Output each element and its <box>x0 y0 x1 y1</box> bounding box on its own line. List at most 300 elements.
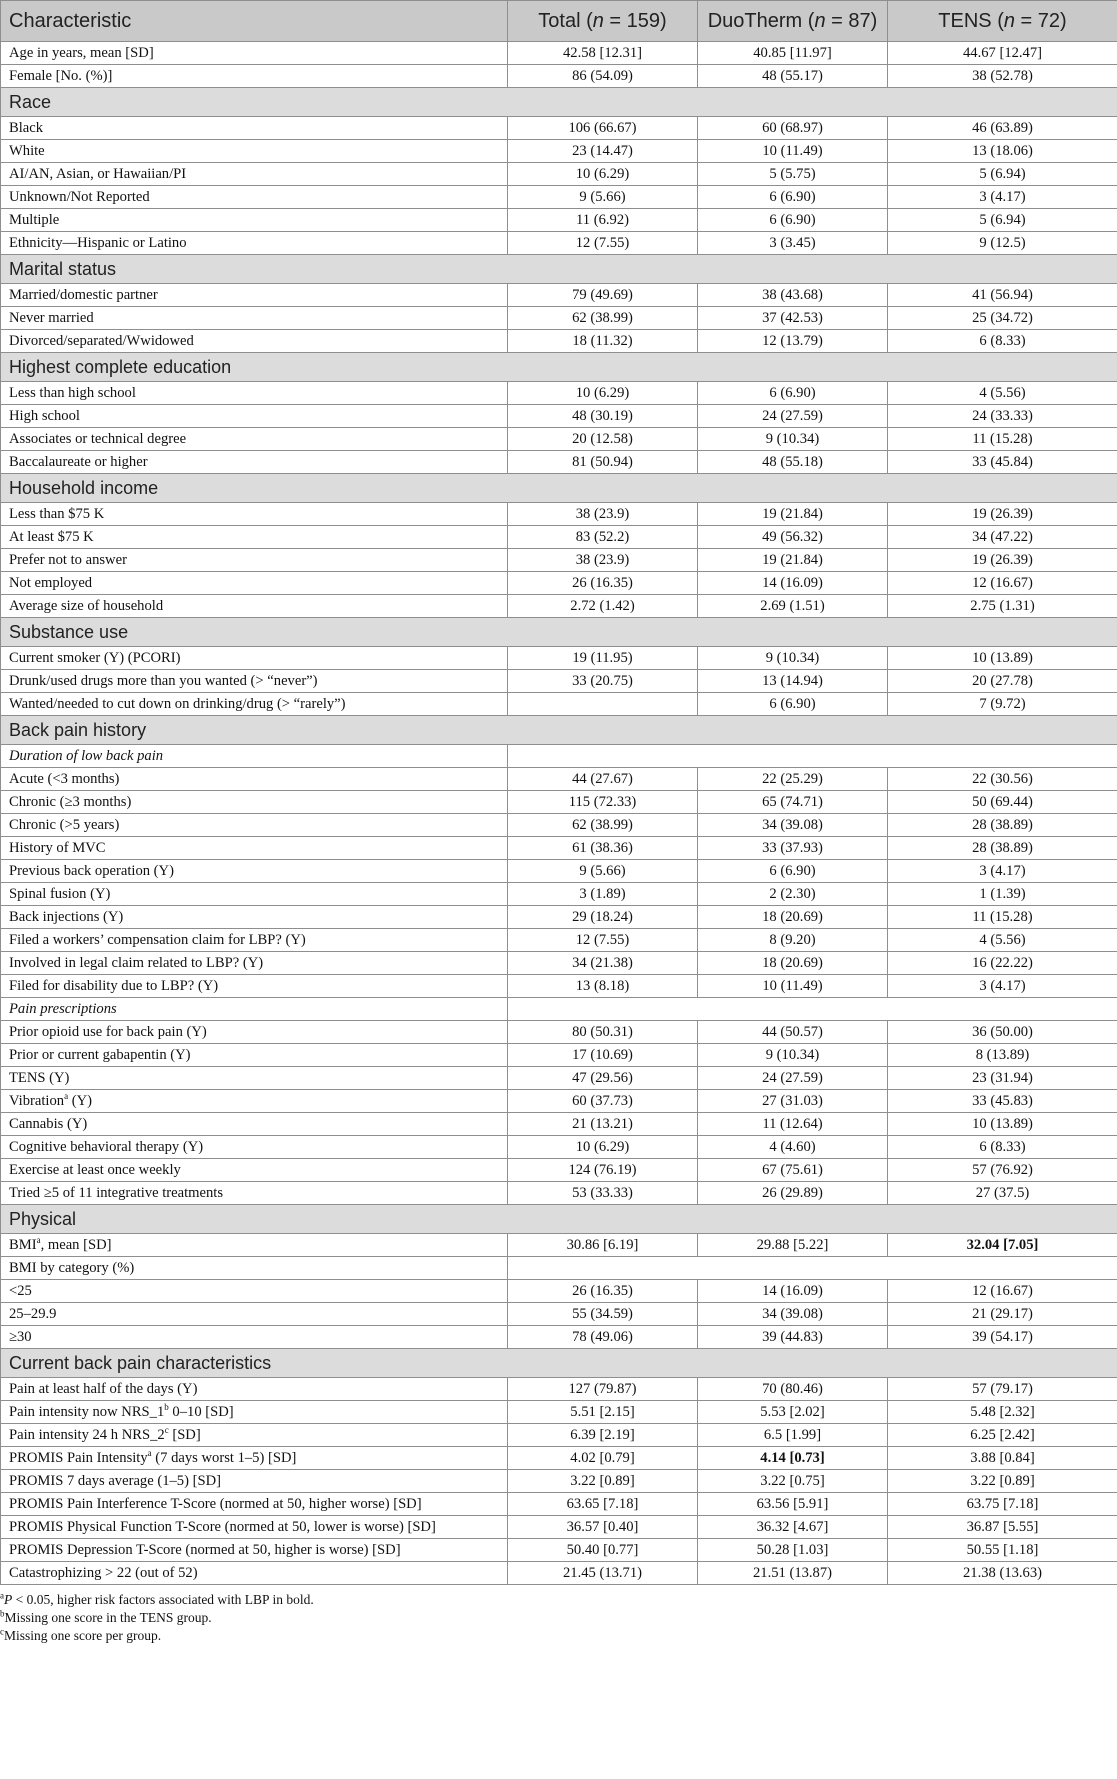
total-value: 30.86 [6.19] <box>508 1234 698 1257</box>
tens-value: 5 (6.94) <box>888 163 1117 186</box>
row-label <box>1 1234 508 1257</box>
row-label <box>1 232 508 255</box>
row-label-text: Acute (<3 months) <box>9 770 120 787</box>
tens-value: 46 (63.89) <box>888 117 1117 140</box>
total-value: 3 (1.89) <box>508 883 698 906</box>
row-label-text: Ethnicity—Hispanic or Latino <box>9 234 187 251</box>
tens-value: 5 (6.94) <box>888 209 1117 232</box>
row-label <box>1 883 508 906</box>
row-label-suffix: [SD] <box>168 1426 201 1443</box>
footnote-text: Missing one score per group. <box>4 1628 162 1643</box>
total-value: 42.58 [12.31] <box>508 42 698 65</box>
duotherm-value: 34 (39.08) <box>698 1303 888 1326</box>
header-duotherm: DuoTherm (n = 87) <box>698 1 888 42</box>
table-row <box>1 1113 1117 1136</box>
total-value: 10 (6.29) <box>508 1136 698 1159</box>
table-row <box>1 837 1117 860</box>
section-title: Substance use <box>1 618 1117 647</box>
tens-value: 57 (79.17) <box>888 1378 1117 1401</box>
empty-cell <box>508 745 1117 768</box>
tens-value: 1 (1.39) <box>888 883 1117 906</box>
row-label <box>1 1113 508 1136</box>
duotherm-value: 5 (5.75) <box>698 163 888 186</box>
tens-value: 2.75 (1.31) <box>888 595 1117 618</box>
duotherm-value: 8 (9.20) <box>698 929 888 952</box>
duotherm-value: 2.69 (1.51) <box>698 595 888 618</box>
total-value: 21 (13.21) <box>508 1113 698 1136</box>
row-label-text: PROMIS Physical Function T-Score (normed at 50, lower is worse) [SD] <box>9 1518 436 1535</box>
tens-value: 8 (13.89) <box>888 1044 1117 1067</box>
total-value <box>508 693 698 716</box>
row-label <box>1 549 508 572</box>
row-label-text: Chronic (>5 years) <box>9 816 120 833</box>
table-row <box>1 883 1117 906</box>
total-value: 18 (11.32) <box>508 330 698 353</box>
duotherm-value: 29.88 [5.22] <box>698 1234 888 1257</box>
table-row <box>1 209 1117 232</box>
duotherm-value: 67 (75.61) <box>698 1159 888 1182</box>
footnote-marker: b <box>164 1401 169 1412</box>
total-value: 50.40 [0.77] <box>508 1539 698 1562</box>
tens-value: 3 (4.17) <box>888 975 1117 998</box>
table-row <box>1 975 1117 998</box>
subsection-row <box>1 745 1117 768</box>
duotherm-value: 2 (2.30) <box>698 883 888 906</box>
section-header-row <box>1 474 1117 503</box>
row-label <box>1 952 508 975</box>
total-value: 63.65 [7.18] <box>508 1493 698 1516</box>
row-label <box>1 768 508 791</box>
row-label <box>1 1493 508 1516</box>
total-value: 17 (10.69) <box>508 1044 698 1067</box>
section-title: Marital status <box>1 255 1117 284</box>
table-row <box>1 791 1117 814</box>
row-label-text: Exercise at least once weekly <box>9 1161 181 1178</box>
row-label-text: Not employed <box>9 574 93 591</box>
duotherm-value: 6 (6.90) <box>698 382 888 405</box>
total-value: 48 (30.19) <box>508 405 698 428</box>
tens-value: 11 (15.28) <box>888 428 1117 451</box>
row-label-text: Prior opioid use for back pain (Y) <box>9 1023 207 1040</box>
tens-value: 6.25 [2.42] <box>888 1424 1117 1447</box>
total-value: 10 (6.29) <box>508 382 698 405</box>
table-row <box>1 670 1117 693</box>
table-row <box>1 1021 1117 1044</box>
tens-value: 27 (37.5) <box>888 1182 1117 1205</box>
row-label-text: TENS (Y) <box>9 1069 70 1086</box>
duotherm-value: 12 (13.79) <box>698 330 888 353</box>
row-label-text: Spinal fusion (Y) <box>9 885 111 902</box>
row-label-text: Vibration <box>9 1092 65 1109</box>
table-row <box>1 1539 1117 1562</box>
row-label-text: Involved in legal claim related to LBP? (Y) <box>9 954 264 971</box>
table-body <box>1 42 1117 1585</box>
footnote <box>0 1627 1117 1645</box>
row-label <box>1 65 508 88</box>
tens-value: 28 (38.89) <box>888 814 1117 837</box>
row-label-text: Female [No. (%)] <box>9 67 113 84</box>
tens-value: 3.88 [0.84] <box>888 1447 1117 1470</box>
row-label-text: Filed a workers’ compensation claim for LBP? (Y) <box>9 931 306 948</box>
tens-value: 7 (9.72) <box>888 693 1117 716</box>
row-label-text: Pain intensity 24 h NRS_2 <box>9 1426 165 1443</box>
total-value: 61 (38.36) <box>508 837 698 860</box>
row-label-suffix: , mean [SD] <box>40 1236 112 1253</box>
section-header-row <box>1 1349 1117 1378</box>
table-row <box>1 65 1117 88</box>
row-label-text: BMI by category (%) <box>9 1259 135 1276</box>
tens-value: 33 (45.84) <box>888 451 1117 474</box>
row-label <box>1 1136 508 1159</box>
table-row <box>1 526 1117 549</box>
row-label <box>1 975 508 998</box>
row-label <box>1 307 508 330</box>
row-label-text: Filed for disability due to LBP? (Y) <box>9 977 219 994</box>
duotherm-value: 65 (74.71) <box>698 791 888 814</box>
table-row <box>1 1090 1117 1113</box>
row-label <box>1 1090 508 1113</box>
row-label-text: Pain intensity now NRS_1 <box>9 1403 165 1420</box>
row-label-text: Unknown/Not Reported <box>9 188 150 205</box>
table-row <box>1 572 1117 595</box>
total-value: 23 (14.47) <box>508 140 698 163</box>
duotherm-value: 48 (55.17) <box>698 65 888 88</box>
tens-value: 20 (27.78) <box>888 670 1117 693</box>
tens-value: 23 (31.94) <box>888 1067 1117 1090</box>
tens-value: 63.75 [7.18] <box>888 1493 1117 1516</box>
row-label <box>1 929 508 952</box>
section-title: Physical <box>1 1205 1117 1234</box>
row-label <box>1 1159 508 1182</box>
section-title: Household income <box>1 474 1117 503</box>
footnote-marker: a <box>36 1234 41 1245</box>
section-header-row <box>1 255 1117 284</box>
duotherm-value: 50.28 [1.03] <box>698 1539 888 1562</box>
tens-value: 4 (5.56) <box>888 929 1117 952</box>
row-label <box>1 1044 508 1067</box>
total-value: 127 (79.87) <box>508 1378 698 1401</box>
duotherm-value: 34 (39.08) <box>698 814 888 837</box>
row-label-suffix: (7 days worst 1–5) [SD] <box>151 1449 297 1466</box>
duotherm-value: 21.51 (13.87) <box>698 1562 888 1585</box>
footnote-marker: c <box>0 1626 4 1637</box>
duotherm-value: 6 (6.90) <box>698 209 888 232</box>
tens-value: 22 (30.56) <box>888 768 1117 791</box>
section-header-row <box>1 618 1117 647</box>
row-label <box>1 1280 508 1303</box>
total-value: 20 (12.58) <box>508 428 698 451</box>
row-label-text: At least $75 K <box>9 528 94 545</box>
duotherm-value: 3.22 [0.75] <box>698 1470 888 1493</box>
footnote-marker: b <box>0 1608 5 1619</box>
row-label <box>1 163 508 186</box>
row-label-text: PROMIS Depression T-Score (normed at 50, higher is worse) [SD] <box>9 1541 401 1558</box>
table-row <box>1 1378 1117 1401</box>
duotherm-value: 24 (27.59) <box>698 1067 888 1090</box>
tens-value: 38 (52.78) <box>888 65 1117 88</box>
tens-value: 41 (56.94) <box>888 284 1117 307</box>
total-value: 11 (6.92) <box>508 209 698 232</box>
total-value: 19 (11.95) <box>508 647 698 670</box>
total-value: 60 (37.73) <box>508 1090 698 1113</box>
total-value: 36.57 [0.40] <box>508 1516 698 1539</box>
row-label <box>1 1378 508 1401</box>
row-label-text: Catastrophizing > 22 (out of 52) <box>9 1564 198 1581</box>
duotherm-value: 37 (42.53) <box>698 307 888 330</box>
tens-value: 16 (22.22) <box>888 952 1117 975</box>
section-header-row <box>1 353 1117 382</box>
row-label-text: Tried ≥5 of 11 integrative treatments <box>9 1184 224 1201</box>
table-row <box>1 1401 1117 1424</box>
row-label-text: Never married <box>9 309 94 326</box>
total-value: 106 (66.67) <box>508 117 698 140</box>
tens-value: 34 (47.22) <box>888 526 1117 549</box>
row-label <box>1 906 508 929</box>
duotherm-value: 14 (16.09) <box>698 1280 888 1303</box>
total-value: 81 (50.94) <box>508 451 698 474</box>
section-title: Current back pain characteristics <box>1 1349 1117 1378</box>
section-title: Race <box>1 88 1117 117</box>
table-row <box>1 1159 1117 1182</box>
row-label <box>1 1257 508 1280</box>
row-label-text: <25 <box>9 1282 32 1299</box>
row-label-text: High school <box>9 407 80 424</box>
row-label <box>1 1539 508 1562</box>
duotherm-value: 44 (50.57) <box>698 1021 888 1044</box>
total-value: 10 (6.29) <box>508 163 698 186</box>
section-title: Back pain history <box>1 716 1117 745</box>
table-row <box>1 768 1117 791</box>
total-value: 12 (7.55) <box>508 929 698 952</box>
tens-value: 28 (38.89) <box>888 837 1117 860</box>
footnote-text: < 0.05, higher risk factors associated with LBP in bold. <box>12 1592 314 1607</box>
table-row <box>1 693 1117 716</box>
row-label-text: Wanted/needed to cut down on drinking/drug (> “rarely”) <box>9 695 346 712</box>
table-row <box>1 1447 1117 1470</box>
duotherm-value: 4 (4.60) <box>698 1136 888 1159</box>
tens-value: 50 (69.44) <box>888 791 1117 814</box>
duotherm-value: 26 (29.89) <box>698 1182 888 1205</box>
subsection-row <box>1 998 1117 1021</box>
row-label-text: Current smoker (Y) (PCORI) <box>9 649 181 666</box>
table-row <box>1 1326 1117 1349</box>
duotherm-value: 22 (25.29) <box>698 768 888 791</box>
tens-value: 36 (50.00) <box>888 1021 1117 1044</box>
table-row <box>1 929 1117 952</box>
section-header-row <box>1 716 1117 745</box>
duotherm-value: 49 (56.32) <box>698 526 888 549</box>
total-value: 5.51 [2.15] <box>508 1401 698 1424</box>
header-total: Total (n = 159) <box>508 1 698 42</box>
subsection-title: Pain prescriptions <box>1 998 508 1021</box>
duotherm-value: 10 (11.49) <box>698 975 888 998</box>
footnote <box>0 1609 1117 1627</box>
row-label-text: PROMIS Pain Intensity <box>9 1449 148 1466</box>
total-value: 38 (23.9) <box>508 549 698 572</box>
total-value: 80 (50.31) <box>508 1021 698 1044</box>
row-label <box>1 814 508 837</box>
total-value: 79 (49.69) <box>508 284 698 307</box>
duotherm-value: 19 (21.84) <box>698 549 888 572</box>
tens-value: 36.87 [5.55] <box>888 1516 1117 1539</box>
row-label-text: White <box>9 142 45 159</box>
tens-value: 10 (13.89) <box>888 1113 1117 1136</box>
row-label <box>1 572 508 595</box>
tens-value: 19 (26.39) <box>888 503 1117 526</box>
total-value: 124 (76.19) <box>508 1159 698 1182</box>
duotherm-value: 70 (80.46) <box>698 1378 888 1401</box>
row-label-text: Average size of household <box>9 597 164 614</box>
row-label <box>1 1401 508 1424</box>
table-row <box>1 382 1117 405</box>
total-value: 53 (33.33) <box>508 1182 698 1205</box>
tens-value: 6 (8.33) <box>888 1136 1117 1159</box>
tens-value: 10 (13.89) <box>888 647 1117 670</box>
table-row <box>1 284 1117 307</box>
total-value: 29 (18.24) <box>508 906 698 929</box>
row-label-text: Divorced/separated/Wwidowed <box>9 332 194 349</box>
tens-value: 24 (33.33) <box>888 405 1117 428</box>
duotherm-value: 3 (3.45) <box>698 232 888 255</box>
table-footnotes <box>0 1585 1117 1645</box>
row-label <box>1 837 508 860</box>
row-label <box>1 1562 508 1585</box>
section-header-row <box>1 1205 1117 1234</box>
duotherm-value: 6 (6.90) <box>698 693 888 716</box>
table-row <box>1 503 1117 526</box>
row-label-text: History of MVC <box>9 839 106 856</box>
duotherm-value: 19 (21.84) <box>698 503 888 526</box>
row-label-text: PROMIS 7 days average (1–5) [SD] <box>9 1472 221 1489</box>
row-label <box>1 1303 508 1326</box>
duotherm-value: 6.5 [1.99] <box>698 1424 888 1447</box>
duotherm-value: 36.32 [4.67] <box>698 1516 888 1539</box>
footnote-marker: a <box>64 1090 69 1101</box>
table-row <box>1 330 1117 353</box>
row-label <box>1 382 508 405</box>
row-label <box>1 1447 508 1470</box>
tens-value: 12 (16.67) <box>888 1280 1117 1303</box>
row-label <box>1 140 508 163</box>
total-value: 115 (72.33) <box>508 791 698 814</box>
tens-value: 5.48 [2.32] <box>888 1401 1117 1424</box>
footnote-marker: c <box>164 1424 169 1435</box>
row-label-text: AI/AN, Asian, or Hawaiian/PI <box>9 165 187 182</box>
tens-value: 4 (5.56) <box>888 382 1117 405</box>
section-title: Highest complete education <box>1 353 1117 382</box>
row-label <box>1 1516 508 1539</box>
duotherm-value: 9 (10.34) <box>698 428 888 451</box>
table-row <box>1 163 1117 186</box>
row-label <box>1 503 508 526</box>
table-row <box>1 117 1117 140</box>
total-value: 13 (8.18) <box>508 975 698 998</box>
duotherm-value: 33 (37.93) <box>698 837 888 860</box>
table-row <box>1 1516 1117 1539</box>
table-row <box>1 1303 1117 1326</box>
tens-value: 32.04 [7.05] <box>888 1234 1117 1257</box>
duotherm-value: 24 (27.59) <box>698 405 888 428</box>
duotherm-value: 14 (16.09) <box>698 572 888 595</box>
footnote-text: Missing one score in the TENS group. <box>4 1610 212 1625</box>
duotherm-value: 60 (68.97) <box>698 117 888 140</box>
tens-value: 50.55 [1.18] <box>888 1539 1117 1562</box>
tens-value: 12 (16.67) <box>888 572 1117 595</box>
row-label <box>1 284 508 307</box>
table-row <box>1 814 1117 837</box>
duotherm-value: 6 (6.90) <box>698 860 888 883</box>
total-value: 33 (20.75) <box>508 670 698 693</box>
total-value: 9 (5.66) <box>508 860 698 883</box>
duotherm-value: 10 (11.49) <box>698 140 888 163</box>
tens-value: 6 (8.33) <box>888 330 1117 353</box>
row-label-text: Baccalaureate or higher <box>9 453 148 470</box>
row-label <box>1 670 508 693</box>
tens-value: 13 (18.06) <box>888 140 1117 163</box>
total-value: 86 (54.09) <box>508 65 698 88</box>
table-row <box>1 405 1117 428</box>
total-value: 83 (52.2) <box>508 526 698 549</box>
tens-value: 21 (29.17) <box>888 1303 1117 1326</box>
row-label-text: Back injections (Y) <box>9 908 124 925</box>
table-row <box>1 1470 1117 1493</box>
row-label <box>1 117 508 140</box>
row-label <box>1 693 508 716</box>
table-row <box>1 1562 1117 1585</box>
table-row <box>1 1234 1117 1257</box>
row-label-text: Less than high school <box>9 384 136 401</box>
header-tens: TENS (n = 72) <box>888 1 1117 42</box>
row-label-text: Chronic (≥3 months) <box>9 793 132 810</box>
tens-value: 44.67 [12.47] <box>888 42 1117 65</box>
table-row <box>1 1424 1117 1447</box>
row-label-text: Pain at least half of the days (Y) <box>9 1380 198 1397</box>
row-label-text: ≥30 <box>9 1328 32 1345</box>
table-row <box>1 1044 1117 1067</box>
tens-value: 39 (54.17) <box>888 1326 1117 1349</box>
table-row <box>1 549 1117 572</box>
tens-value: 9 (12.5) <box>888 232 1117 255</box>
row-label <box>1 1182 508 1205</box>
footnote <box>0 1591 1117 1609</box>
table-row <box>1 906 1117 929</box>
row-label-text: Cannabis (Y) <box>9 1115 88 1132</box>
row-label-text: 25–29.9 <box>9 1305 57 1322</box>
duotherm-value: 9 (10.34) <box>698 1044 888 1067</box>
table-row <box>1 451 1117 474</box>
total-value: 44 (27.67) <box>508 768 698 791</box>
total-value: 26 (16.35) <box>508 572 698 595</box>
table-row <box>1 428 1117 451</box>
total-value: 12 (7.55) <box>508 232 698 255</box>
table-header <box>1 1 1117 42</box>
row-label-text: Prefer not to answer <box>9 551 127 568</box>
row-label-text: Married/domestic partner <box>9 286 158 303</box>
total-value: 4.02 [0.79] <box>508 1447 698 1470</box>
header-characteristic: Characteristic <box>1 1 508 42</box>
row-label-text: PROMIS Pain Interference T-Score (normed at 50, higher worse) [SD] <box>9 1495 422 1512</box>
total-value: 38 (23.9) <box>508 503 698 526</box>
table-row <box>1 1493 1117 1516</box>
row-label-text: Cognitive behavioral therapy (Y) <box>9 1138 204 1155</box>
total-value: 62 (38.99) <box>508 814 698 837</box>
row-label <box>1 330 508 353</box>
empty-cell <box>508 998 1117 1021</box>
row-label-suffix: (Y) <box>68 1092 92 1109</box>
header-row <box>1 1 1117 42</box>
tens-value: 3 (4.17) <box>888 186 1117 209</box>
footnote-italic: P <box>4 1592 13 1607</box>
